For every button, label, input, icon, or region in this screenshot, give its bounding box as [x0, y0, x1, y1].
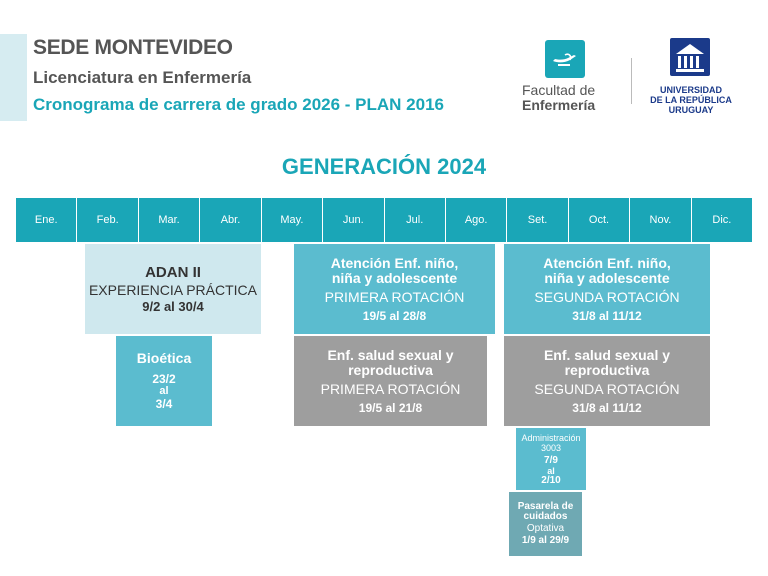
month-cell: Mar.	[139, 198, 200, 242]
month-cell: Set.	[507, 198, 568, 242]
sexual-health-dates: 19/5 al 21/8	[358, 400, 423, 415]
care-gateway-note: Optativa	[526, 523, 565, 534]
month-cell: Ene.	[16, 198, 77, 242]
bioetica-date-start: 23/2	[152, 372, 176, 386]
child-care-dates: 31/8 al 11/12	[572, 308, 642, 323]
header-accent-bar	[0, 34, 27, 121]
adan-title: ADAN II	[145, 264, 201, 281]
month-cell: Jun.	[323, 198, 384, 242]
sexual-health-title-line1: Enf. salud sexual y	[327, 346, 454, 363]
sexual-health-title-line1: Enf. salud sexual y	[543, 346, 671, 363]
university-name-line3: URUGUAY	[668, 105, 714, 115]
care-gateway-dates: 1/9 al 29/9	[521, 535, 570, 546]
child-care-title-line2: niña y adolescente	[331, 269, 458, 286]
child-care-first-rotation-block	[294, 244, 495, 334]
sexual-health-rotation: PRIMERA ROTACIÓN	[320, 380, 461, 397]
adan-dates: 9/2 al 30/4	[142, 299, 204, 314]
schedule-title: Cronograma de carrera de grado 2026 - PLAN 2016	[33, 95, 444, 114]
logo-divider	[631, 58, 632, 104]
child-care-rotation: SEGUNDA ROTACIÓN	[534, 288, 680, 305]
sexual-health-rotation: SEGUNDA ROTACIÓN	[534, 380, 680, 397]
sexual-health-second-rotation-block	[504, 336, 710, 426]
adan-subtitle: EXPERIENCIA PRÁCTICA	[88, 282, 258, 298]
faculty-logo-text	[522, 83, 595, 113]
month-cell: Abr.	[200, 198, 261, 242]
administration-block	[516, 428, 586, 490]
month-cell: Jul.	[385, 198, 446, 242]
sexual-health-title-line2: reproductiva	[564, 361, 650, 378]
bioetica-date-separator: al	[159, 385, 169, 397]
month-cell: Feb.	[77, 198, 138, 242]
child-care-dates: 19/5 al 28/8	[362, 308, 427, 323]
month-cell: Dic.	[712, 214, 732, 226]
bioetica-title: Bioética	[136, 350, 192, 366]
child-care-title-line2: niña y adolescente	[544, 269, 670, 286]
month-cell: May.	[262, 198, 323, 242]
university-name-line1: UNIVERSIDAD	[659, 85, 722, 95]
child-care-title-line1: Atención Enf. niño,	[543, 254, 671, 271]
care-gateway-block	[509, 492, 582, 556]
university-name-line2: DE LA REPÚBLICA	[650, 95, 732, 105]
month-cell: Ago.	[446, 198, 507, 242]
child-care-rotation: PRIMERA ROTACIÓN	[324, 288, 465, 305]
child-care-second-rotation-block	[504, 244, 710, 334]
sexual-health-title-line2: reproductiva	[348, 361, 433, 378]
child-care-title-line1: Atención Enf. niño,	[330, 254, 459, 271]
administration-code: 3003	[540, 442, 562, 453]
care-gateway-title-line1: Pasarela de	[517, 501, 574, 512]
administration-title: Administración	[521, 432, 581, 443]
month-cell: Nov.	[630, 198, 691, 242]
administration-date-start: 7/9	[544, 454, 558, 466]
administration-date-end: 2/10	[541, 474, 561, 486]
month-header-row	[16, 198, 752, 242]
sexual-health-dates: 31/8 al 11/12	[572, 400, 642, 415]
bioetica-block	[116, 336, 212, 426]
program-heading: Licenciatura en Enfermería	[33, 68, 252, 87]
faculty-name-line1: Facultad de	[522, 82, 596, 98]
adan-block	[85, 244, 261, 334]
bioetica-date-end: 3/4	[155, 397, 173, 411]
administration-date-separator: al	[547, 465, 555, 476]
month-cell: Oct.	[569, 198, 630, 242]
university-building-icon	[670, 38, 710, 76]
generation-title: GENERACIÓN 2024	[281, 154, 487, 179]
campus-heading: SEDE MONTEVIDEO	[33, 36, 233, 59]
care-gateway-title-line2: cuidados	[523, 511, 568, 522]
faculty-name-line2: Enfermería	[522, 97, 596, 113]
sexual-health-first-rotation-block	[294, 336, 487, 426]
lamp-icon	[545, 40, 585, 78]
university-logo-text	[648, 85, 734, 115]
